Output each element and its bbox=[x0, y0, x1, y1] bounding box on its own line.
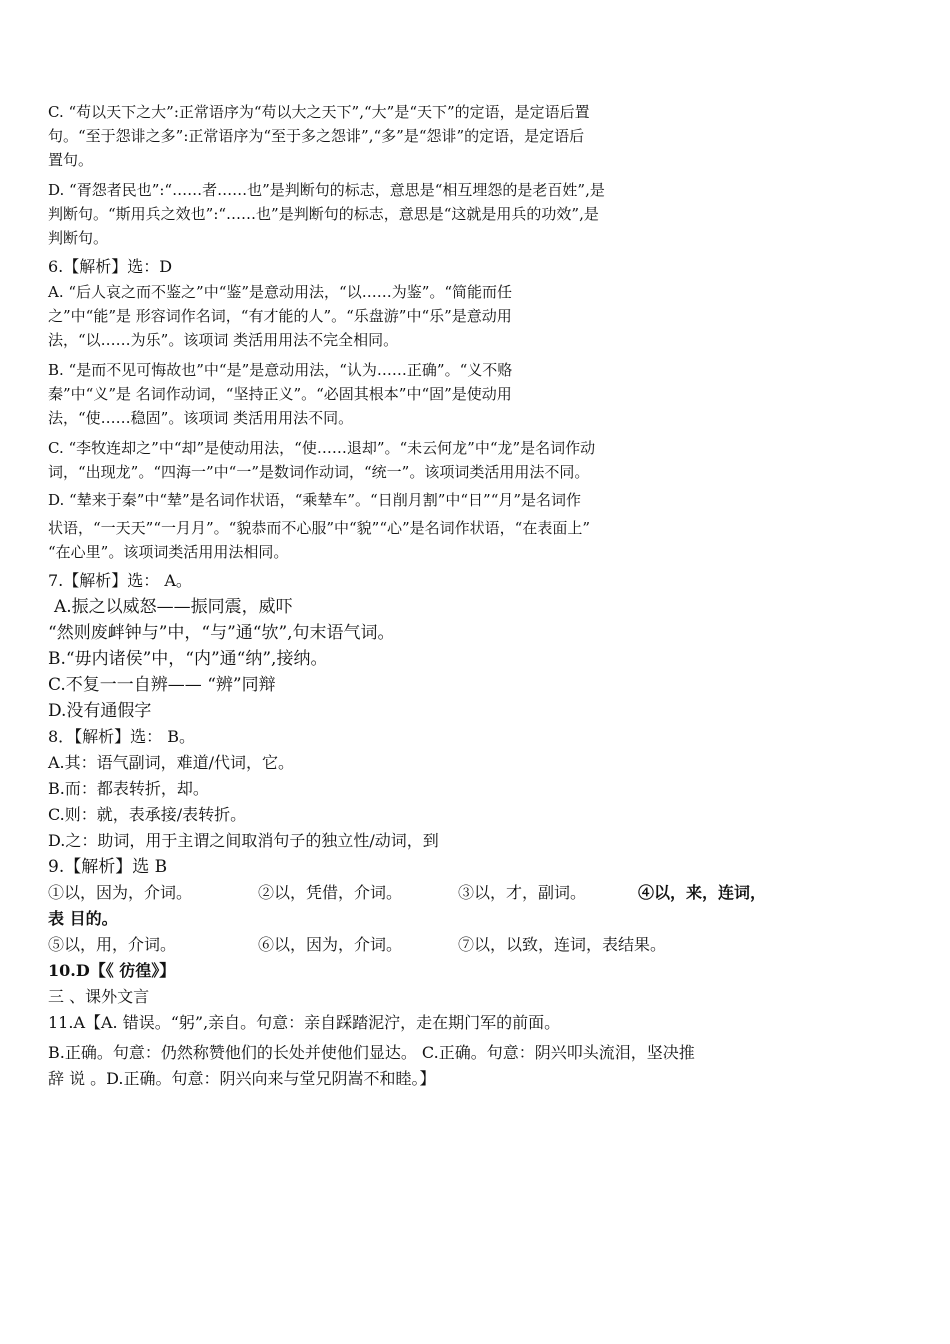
text-line-bold: 表 目的。 bbox=[48, 909, 118, 928]
text-line: D.之：助词，用于主谓之间取消句子的独立性/动词，到 bbox=[48, 831, 439, 850]
text-line: 判断句。“斯用兵之效也”:“……也”是判断句的标志，意思是“这就是用兵的功效”,是 bbox=[48, 205, 599, 223]
text-line: D. “胥怨者民也”:“……者……也”是判断句的标志，意思是“相互埋怨的是老百姓”,是 bbox=[48, 181, 605, 199]
question-9-row-2 bbox=[48, 932, 848, 958]
question-6-heading: 6.【解析】选：D bbox=[48, 257, 173, 276]
text-line: B. “是而不见可悔故也”中“是”是意动用法，“认为……正确”。“义不赂 bbox=[48, 361, 513, 379]
text-line: 置句。 bbox=[48, 151, 94, 169]
question-10: 10.D【《 彷徨》】 bbox=[48, 961, 176, 980]
text-line: 秦”中“义”是 名词作动词，“坚持正义”。“必固其根本”中“固”是使动用 bbox=[48, 385, 512, 403]
text-line: C.不复一一自辨—— “辨”同辩 bbox=[48, 675, 276, 695]
text-line: 11.A【A. 错误。“躬”,亲自。句意：亲自踩踏泥泞，走在期门军的前面。 bbox=[48, 1013, 561, 1032]
text-line: A. “后人哀之而不鉴之”中“鉴”是意动用法，“以……为鉴”。“简能而任 bbox=[48, 283, 513, 301]
text-line: 句。“至于怨诽之多”:正常语序为“至于多之怨诽”,“多”是“怨诽”的定语，是定语后 bbox=[48, 127, 585, 145]
text-line: “在心里”。该项词类活用用法相同。 bbox=[48, 543, 289, 561]
question-8-heading: 8．【解析】选： B。 bbox=[48, 727, 196, 746]
text-line: 法，“使……稳固”。该项词 类活用用法不同。 bbox=[48, 409, 354, 427]
text-line: B.“毋内诸侯”中，“内”通“纳”,接纳。 bbox=[48, 649, 328, 669]
text-item: ⑦以，以致，连词，表结果。 bbox=[458, 935, 667, 954]
text-line: 状语，“一天天”“一月月”。“貌恭而不心服”中“貌”“心”是名词作状语，“在表面上” bbox=[48, 519, 591, 537]
text-line: 辞 说 。D.正确。句意：阴兴向来与堂兄阴嵩不和睦。】 bbox=[48, 1069, 436, 1088]
text-item: ①以，因为，介词。 bbox=[48, 883, 193, 902]
text-item: ⑥以，因为，介词。 bbox=[258, 935, 403, 954]
text-item: ③以，才，副词。 bbox=[458, 883, 587, 902]
text-item: ⑤以，用，介词。 bbox=[48, 935, 177, 954]
text-line: B.而：都表转折，却。 bbox=[48, 779, 209, 798]
text-line: C.则：就，表承接/表转折。 bbox=[48, 805, 247, 824]
text-line: C. “李牧连却之”中“却”是使动用法，“使……退却”。“未云何龙”中“龙”是名词作动 bbox=[48, 439, 596, 457]
text-line: 词，“出现龙”。“四海一”中“一”是数词作动词，“统一”。该项词类活用用法不同。 bbox=[48, 463, 590, 481]
text-line: B.正确。句意：仍然称赞他们的长处并使他们显达。 C.正确。句意：阴兴叩头流泪，坚决推 bbox=[48, 1043, 695, 1062]
text-line: A.振之以威怒——振同震，威吓 bbox=[54, 597, 293, 617]
section-heading: 三 、课外文言 bbox=[48, 987, 150, 1006]
text-line: “然则废衅钟与”中，“与”通“欤”,句末语气词。 bbox=[48, 623, 395, 643]
text-item: ②以，凭借，介词。 bbox=[258, 883, 403, 902]
text-item-bold: ④以，来，连词， bbox=[638, 883, 767, 902]
text-line: C. “苟以天下之大”:正常语序为“苟以大之天下”,“大”是“天下”的定语，是定语后置 bbox=[48, 103, 590, 121]
text-line: D.没有通假字 bbox=[48, 701, 152, 721]
question-9-row-1 bbox=[48, 880, 848, 906]
answer-document bbox=[48, 100, 848, 1092]
text-line: A.其：语气副词，难道/代词，它。 bbox=[48, 753, 295, 772]
text-line: 判断句。 bbox=[48, 229, 109, 247]
question-9-heading: 9.【解析】选 B bbox=[48, 857, 168, 877]
question-7-heading: 7.【解析】选： A。 bbox=[48, 571, 192, 590]
text-line: 法，“以……为乐”。该项词 类活用用法不完全相同。 bbox=[48, 331, 399, 349]
text-line: D. “辇来于秦”中“辇”是名词作状语，“乘辇车”。“日削月割”中“日”“月”是名词作 bbox=[48, 491, 582, 509]
text-line: 之”中“能”是 形容词作名词，“有才能的人”。“乐盘游”中“乐”是意动用 bbox=[48, 307, 512, 325]
